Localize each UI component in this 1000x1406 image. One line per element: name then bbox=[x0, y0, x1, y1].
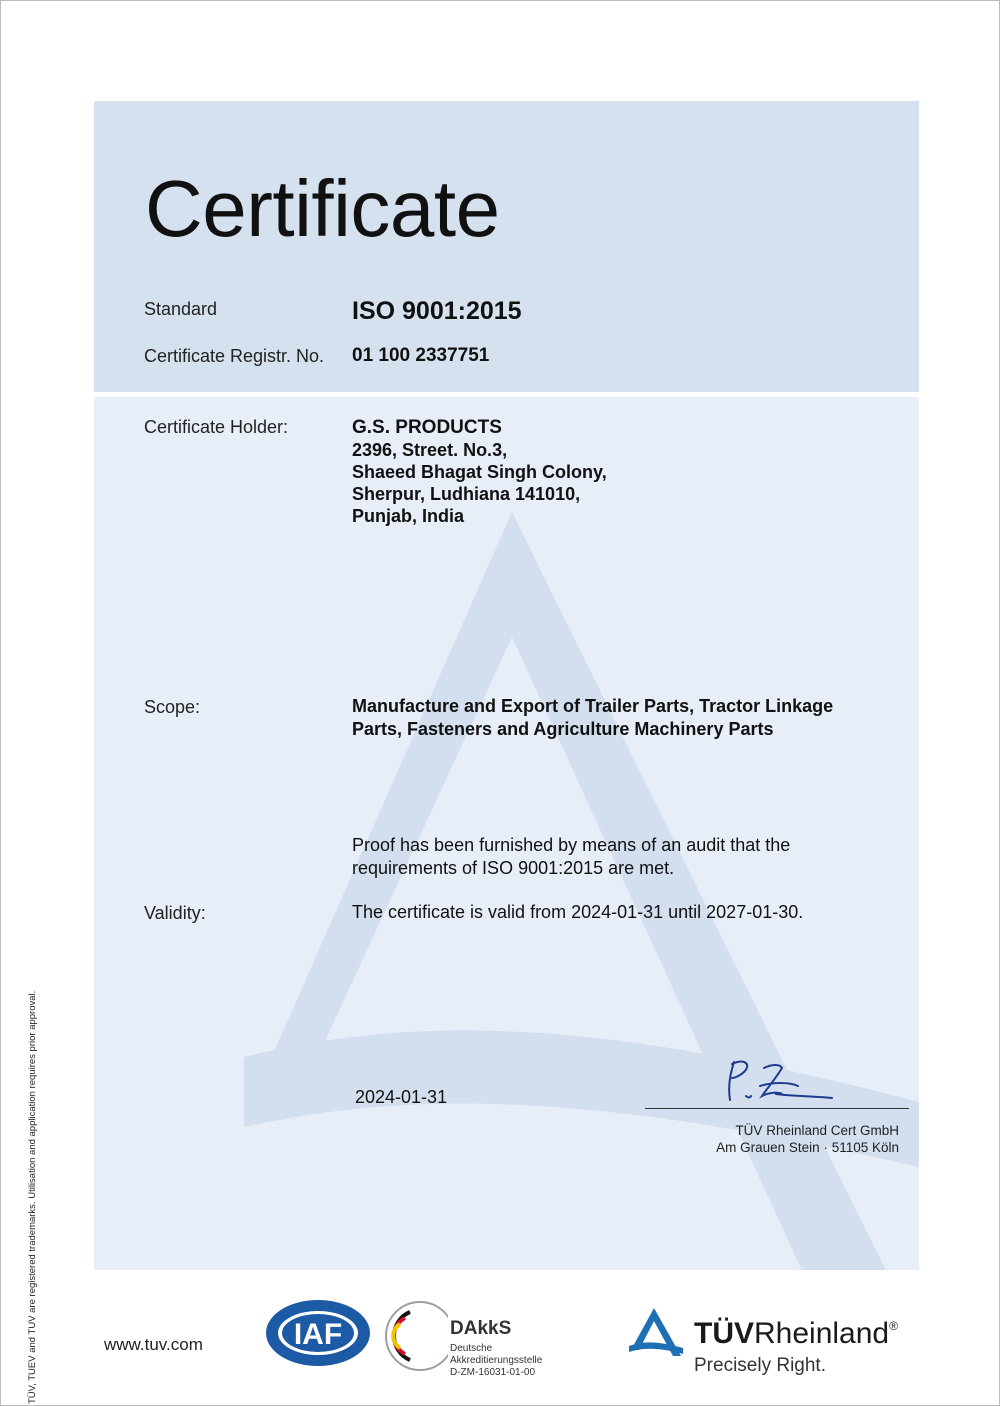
tuv-brand-rest: Rheinland bbox=[754, 1317, 890, 1350]
scope-line: Parts, Fasteners and Agriculture Machinery Parts bbox=[352, 719, 774, 739]
proof-line: requirements of ISO 9001:2015 are met. bbox=[352, 858, 675, 878]
scope-line: Manufacture and Export of Trailer Parts, Tractor Linkage bbox=[352, 696, 834, 716]
holder-address-line: Shaeed Bhagat Singh Colony, bbox=[352, 462, 607, 482]
registration-number: 01 100 2337751 bbox=[352, 345, 490, 366]
dakks-line: Deutsche bbox=[450, 1343, 493, 1354]
validity-label: Validity: bbox=[144, 903, 206, 923]
signature bbox=[720, 1056, 840, 1106]
scope-label: Scope: bbox=[144, 697, 201, 717]
trademark-note: TÜV, TUEV and TUV are registered trademarks. Utilisation and application requires prior approval. bbox=[27, 990, 38, 1404]
registration-label: Certificate Registr. No. bbox=[144, 346, 325, 366]
issue-date: 2024-01-31 bbox=[355, 1087, 448, 1107]
holder-name: G.S. PRODUCTS bbox=[352, 417, 502, 438]
tuv-rheinland-logo bbox=[694, 1317, 898, 1351]
issuer-block bbox=[716, 1122, 899, 1156]
holder-address-line: 2396, Street. No.3, bbox=[352, 440, 508, 460]
scope-text bbox=[352, 695, 892, 741]
tuv-tagline: Precisely Right. bbox=[694, 1355, 826, 1376]
validity-value: The certificate is valid from 2024-01-31 until 2027-01-30. bbox=[352, 902, 804, 922]
dakks-symbol bbox=[384, 1298, 448, 1374]
dakks-name: DAkkS bbox=[450, 1318, 512, 1339]
signature-line bbox=[645, 1108, 909, 1109]
certificate-title: Certificate bbox=[145, 164, 500, 253]
dakks-line: D-ZM-16031-01-00 bbox=[450, 1367, 536, 1378]
registered-mark: ® bbox=[889, 1319, 898, 1333]
holder-label: Certificate Holder: bbox=[144, 417, 289, 437]
dakks-subtitle bbox=[450, 1343, 542, 1379]
holder-address-line: Punjab, India bbox=[352, 506, 465, 526]
iaf-logo bbox=[264, 1298, 372, 1368]
proof-line: Proof has been furnished by means of an audit that the bbox=[352, 835, 791, 855]
standard-label: Standard bbox=[144, 299, 218, 319]
tuv-brand-bold: TÜV bbox=[694, 1317, 754, 1350]
issuer-address: Am Grauen Stein · 51105 Köln bbox=[716, 1140, 899, 1155]
standard-value: ISO 9001:2015 bbox=[352, 297, 522, 325]
holder-address-line: Sherpur, Ludhiana 141010, bbox=[352, 484, 581, 504]
holder-block bbox=[352, 417, 607, 527]
dakks-line: Akkreditierungsstelle bbox=[450, 1355, 543, 1366]
website-link[interactable]: www.tuv.com bbox=[104, 1335, 203, 1354]
tuv-triangle-icon bbox=[625, 1306, 683, 1356]
issuer-name: TÜV Rheinland Cert GmbH bbox=[735, 1123, 899, 1138]
proof-statement bbox=[352, 834, 872, 880]
iaf-text: IAF bbox=[293, 1318, 343, 1351]
